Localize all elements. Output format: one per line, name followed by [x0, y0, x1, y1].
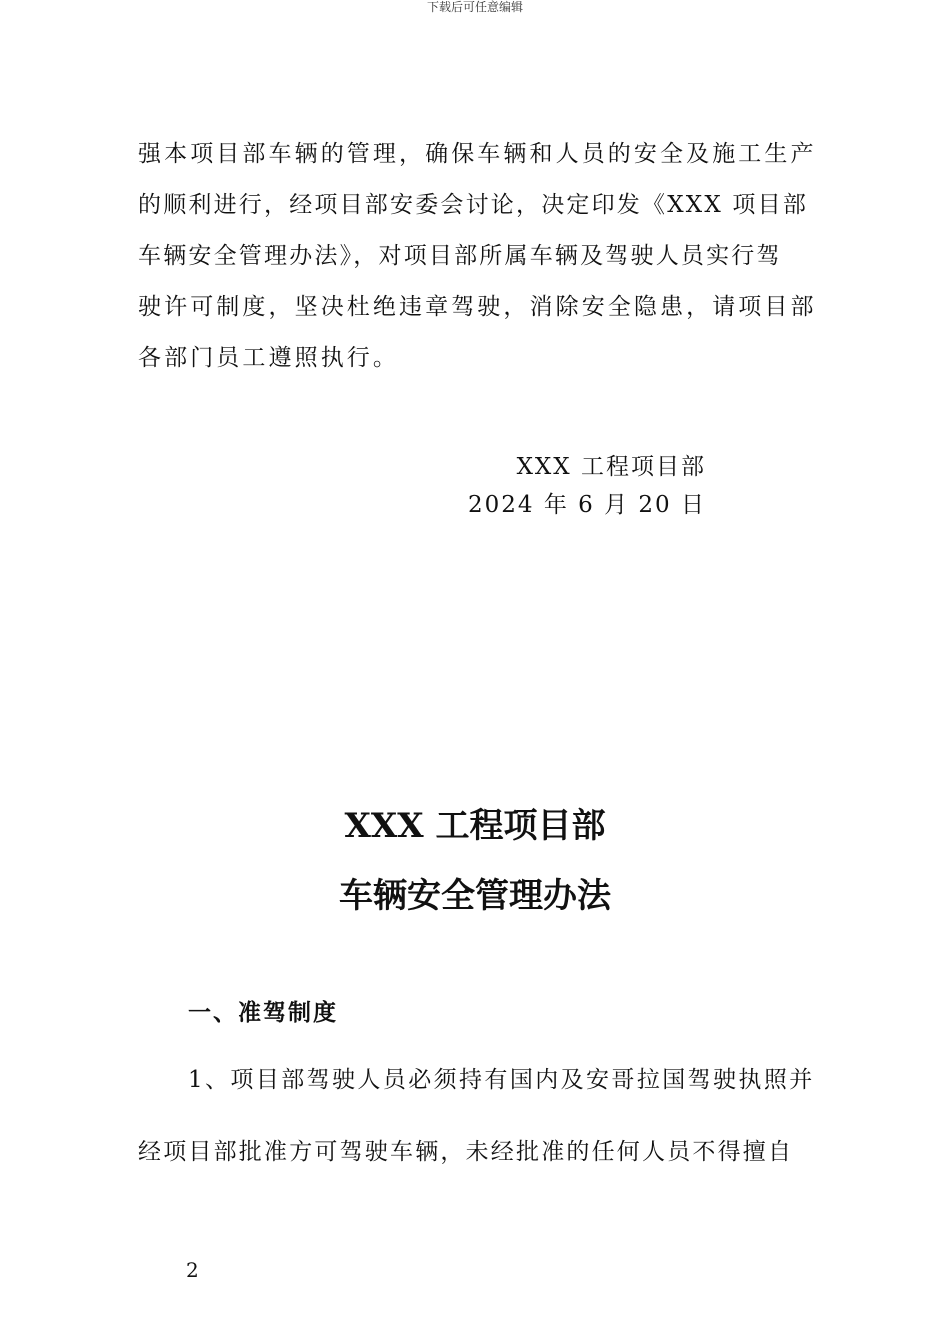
signature-date: 2024 年 6 月 20 日 — [468, 492, 706, 518]
item1-line-2: 经项目部批准方可驾驶车辆，未经批准的任何人员不得擅自 — [138, 1139, 794, 1165]
item1-line-1: 1、项目部驾驶人员必须持有国内及安哥拉国驾驶执照并 — [188, 1067, 815, 1093]
section-heading: 一、准驾制度 — [188, 999, 338, 1026]
intro-line-3: 车辆安全管理办法》，对项目部所属车辆及驾驶人员实行驾 — [138, 243, 782, 269]
title-line-2: 车辆安全管理办法 — [339, 876, 611, 916]
signature-org: XXX 工程项目部 — [516, 454, 706, 480]
page-number: 2 — [186, 1258, 199, 1282]
intro-line-5: 各部门员工遵照执行。 — [138, 345, 399, 371]
title-line-1: XXX 工程项目部 — [344, 806, 606, 846]
intro-line-4: 驶许可制度，坚决杜绝违章驾驶，消除安全隐患，请项目部 — [138, 294, 817, 320]
intro-line-2: 的顺利进行，经项目部安委会讨论，决定印发《XXX 项目部 — [138, 192, 809, 218]
header-note: 下载后可任意编辑 — [426, 0, 523, 14]
intro-line-1: 强本项目部车辆的管理，确保车辆和人员的安全及施工生产 — [138, 141, 817, 167]
